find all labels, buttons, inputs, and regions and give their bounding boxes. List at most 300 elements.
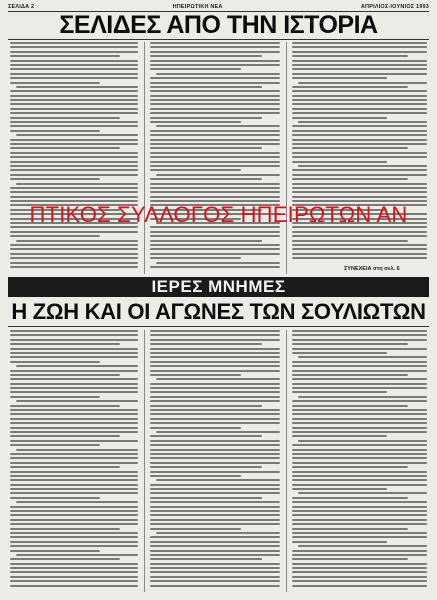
text-line — [150, 51, 280, 53]
text-line — [10, 60, 138, 62]
article-2-column-3 — [292, 330, 427, 592]
text-line — [150, 466, 262, 468]
text-line — [150, 183, 280, 185]
text-line — [292, 563, 427, 565]
text-line — [150, 409, 280, 411]
text-line — [16, 400, 138, 402]
text-line — [292, 427, 427, 429]
text-line — [150, 99, 280, 101]
text-line — [10, 352, 138, 354]
text-line — [10, 453, 138, 455]
text-line — [16, 134, 138, 136]
text-line — [10, 484, 138, 486]
text-line — [150, 427, 241, 429]
text-line — [10, 519, 138, 521]
text-line — [150, 391, 280, 393]
text-line — [150, 196, 280, 198]
text-line — [150, 361, 280, 363]
text-line — [10, 427, 138, 429]
text-line — [292, 187, 427, 189]
text-line — [298, 121, 427, 123]
text-line — [292, 108, 427, 110]
text-line — [156, 431, 280, 433]
text-line — [10, 196, 138, 198]
text-line — [10, 497, 100, 499]
text-line — [10, 165, 138, 167]
text-line — [292, 506, 427, 508]
text-line — [10, 479, 138, 481]
text-line — [10, 117, 120, 119]
text-line — [292, 431, 427, 433]
text-line — [10, 492, 138, 494]
text-line — [10, 82, 100, 84]
text-line — [150, 46, 280, 48]
text-line — [10, 391, 138, 393]
text-line — [292, 378, 427, 380]
text-line — [292, 134, 427, 136]
text-line — [10, 378, 138, 380]
text-line — [10, 431, 138, 433]
text-line — [16, 365, 138, 367]
text-line — [10, 413, 138, 415]
text-line — [16, 501, 138, 503]
text-line — [292, 361, 427, 363]
page-number: ΣΕΛΙΔΑ 2 — [8, 3, 35, 10]
text-line — [150, 95, 280, 97]
text-line — [10, 108, 138, 110]
text-line — [150, 506, 280, 508]
text-line — [150, 82, 280, 84]
text-line — [292, 60, 427, 62]
text-line — [10, 46, 138, 48]
text-line — [292, 125, 427, 127]
text-line — [10, 361, 100, 363]
text-line — [292, 46, 427, 48]
text-line — [10, 576, 138, 578]
text-line — [298, 440, 427, 442]
text-line — [150, 413, 280, 415]
text-line — [10, 396, 100, 398]
text-line — [292, 152, 427, 154]
text-line — [10, 112, 138, 114]
text-line — [150, 169, 241, 171]
page-header — [8, 2, 429, 11]
text-line — [292, 387, 427, 389]
text-line — [292, 370, 427, 372]
text-line — [150, 108, 280, 110]
text-line — [10, 174, 138, 176]
text-line — [156, 262, 280, 264]
text-line — [292, 51, 427, 53]
text-line — [10, 147, 120, 149]
text-line — [10, 191, 138, 193]
column-divider — [144, 330, 145, 592]
text-line — [150, 387, 280, 389]
text-line — [150, 396, 280, 398]
text-line — [292, 532, 427, 534]
section-label-bar: ΙΕΡΕΣ ΜΝΗΜΕΣ — [8, 277, 429, 297]
text-line — [150, 134, 280, 136]
text-line — [292, 409, 427, 411]
text-line — [150, 554, 280, 556]
text-line — [292, 143, 427, 145]
text-line — [292, 580, 427, 582]
text-line — [10, 244, 138, 246]
text-line — [292, 479, 427, 481]
text-line — [156, 479, 280, 481]
text-line — [10, 253, 138, 255]
headline-rule — [8, 39, 429, 40]
text-line — [150, 178, 262, 180]
text-line — [150, 156, 280, 158]
text-line — [150, 365, 280, 367]
text-line — [292, 68, 427, 70]
text-line — [292, 42, 427, 44]
text-line — [150, 42, 280, 44]
text-line — [292, 231, 427, 233]
text-line — [10, 95, 138, 97]
text-line — [298, 82, 427, 84]
text-line — [292, 156, 427, 158]
text-line — [10, 488, 138, 490]
text-line — [292, 405, 408, 407]
text-line — [292, 257, 427, 259]
text-line — [10, 444, 100, 446]
text-line — [10, 506, 138, 508]
text-line — [10, 471, 138, 473]
text-line — [150, 330, 280, 332]
text-line — [10, 248, 138, 250]
text-line — [292, 86, 408, 88]
text-line — [150, 231, 280, 233]
text-line — [10, 77, 138, 79]
text-line — [292, 178, 408, 180]
text-line — [150, 550, 280, 552]
text-line — [16, 86, 138, 88]
text-line — [150, 348, 280, 350]
text-line — [292, 196, 427, 198]
text-line — [150, 563, 280, 565]
text-line — [150, 253, 280, 255]
text-line — [292, 253, 427, 255]
text-line — [292, 528, 408, 530]
text-line — [292, 444, 427, 446]
text-line — [10, 466, 120, 468]
article-2-column-2 — [150, 330, 280, 592]
text-line — [10, 330, 138, 332]
text-line — [10, 563, 138, 565]
continued-note: ΣΥΝΕΧΕΙΑ στη σελ. 6 — [344, 266, 400, 272]
text-line — [10, 169, 138, 171]
text-line — [10, 532, 138, 534]
text-line — [292, 523, 427, 525]
text-line — [10, 73, 138, 75]
text-line — [150, 266, 280, 268]
text-line — [292, 352, 387, 354]
text-line — [292, 130, 427, 132]
text-line — [150, 453, 280, 455]
article-headline-souliotes: Η ΖΩΗ ΚΑΙ ΟΙ ΑΓΩΝΕΣ ΤΩΝ ΣΟΥΛΙΩΤΩΝ — [11, 299, 426, 324]
text-line — [298, 356, 427, 358]
text-line — [292, 112, 427, 114]
text-line — [150, 374, 241, 376]
text-line — [150, 248, 280, 250]
text-line — [292, 501, 427, 503]
text-line — [10, 370, 138, 372]
text-line — [150, 117, 262, 119]
text-line — [292, 339, 427, 341]
text-line — [150, 497, 262, 499]
text-line — [10, 475, 138, 477]
text-line — [150, 90, 280, 92]
text-line — [150, 334, 280, 336]
text-line — [150, 244, 280, 246]
text-line — [150, 86, 262, 88]
text-line — [150, 444, 280, 446]
text-line — [150, 567, 280, 569]
text-line — [292, 139, 427, 141]
text-line — [150, 383, 280, 385]
text-line — [292, 343, 408, 345]
text-line — [150, 435, 262, 437]
article-1-column-2 — [150, 42, 280, 274]
text-line — [292, 462, 427, 464]
article-headline-history: ΣΕΛΙΔΕΣ ΑΠΟ ΤΗΝ ΙΣΤΟΡΙΑ — [59, 11, 378, 39]
text-line — [10, 152, 138, 154]
text-line — [10, 55, 120, 57]
text-line — [10, 510, 138, 512]
text-line — [150, 528, 241, 530]
text-line — [292, 471, 427, 473]
text-line — [10, 457, 138, 459]
text-line — [10, 231, 138, 233]
text-line — [150, 343, 262, 345]
text-line — [150, 143, 280, 145]
text-line — [292, 554, 427, 556]
text-line — [292, 64, 427, 66]
issue-date: ΑΠΡΙΛΙΟΣ-ΙΟΥΝΙΟΣ 1993 — [360, 3, 429, 10]
text-line — [292, 457, 427, 459]
text-line — [10, 523, 138, 525]
column-divider — [286, 330, 287, 592]
text-line — [150, 112, 280, 114]
text-line — [150, 405, 262, 407]
headline-rule-2 — [8, 326, 429, 327]
text-line — [150, 240, 262, 242]
text-line — [150, 165, 280, 167]
text-line — [292, 348, 427, 350]
text-line — [10, 68, 138, 70]
text-line — [150, 235, 280, 237]
text-line — [292, 571, 427, 573]
text-line — [10, 545, 138, 547]
text-line — [10, 541, 138, 543]
text-line — [10, 567, 138, 569]
text-line — [292, 191, 427, 193]
text-line — [150, 400, 280, 402]
text-line — [150, 60, 280, 62]
text-line — [292, 514, 427, 516]
text-line — [150, 462, 280, 464]
text-line — [292, 174, 427, 176]
text-line — [292, 383, 427, 385]
text-line — [10, 409, 138, 411]
text-line — [10, 139, 138, 141]
article-1-column-3 — [292, 42, 427, 264]
text-line — [150, 121, 241, 123]
text-line — [16, 554, 138, 556]
text-line — [156, 174, 280, 176]
text-line — [10, 64, 138, 66]
text-line — [150, 585, 280, 587]
text-line — [150, 370, 280, 372]
text-line — [156, 378, 280, 380]
text-line — [150, 545, 280, 547]
text-line — [292, 90, 427, 92]
text-line — [292, 550, 427, 552]
text-line — [150, 68, 241, 70]
newspaper-name: ΗΠΕΙΡΩΤΙΚΗ ΝΕΑ — [172, 3, 223, 10]
text-line — [150, 147, 262, 149]
text-line — [292, 334, 427, 336]
text-line — [150, 352, 280, 354]
text-line — [10, 51, 138, 53]
text-line — [10, 178, 100, 180]
text-line — [150, 471, 280, 473]
text-line — [150, 187, 280, 189]
text-line — [10, 42, 138, 44]
text-line — [292, 169, 427, 171]
text-line — [292, 147, 408, 149]
text-line — [10, 580, 138, 582]
text-line — [10, 334, 138, 336]
text-line — [292, 391, 387, 393]
text-line — [292, 161, 387, 163]
text-line — [292, 558, 408, 560]
text-line — [10, 266, 138, 268]
text-line — [10, 343, 120, 345]
text-line — [292, 541, 387, 543]
text-line — [292, 413, 427, 415]
text-line — [10, 187, 138, 189]
text-line — [292, 99, 427, 101]
text-line — [292, 453, 427, 455]
text-line — [10, 156, 138, 158]
text-line — [150, 449, 280, 451]
text-line — [10, 550, 100, 552]
text-line — [10, 143, 138, 145]
text-line — [150, 55, 262, 57]
text-line — [150, 139, 280, 141]
article-1-column-1 — [10, 42, 138, 274]
text-line — [150, 492, 280, 494]
text-line — [150, 130, 280, 132]
text-line — [292, 400, 427, 402]
text-line — [150, 475, 241, 477]
text-line — [10, 356, 138, 358]
text-line — [292, 248, 427, 250]
text-line — [292, 510, 427, 512]
text-line — [10, 339, 138, 341]
text-line — [150, 440, 280, 442]
text-line — [16, 449, 138, 451]
text-line — [150, 571, 280, 573]
watermark-banner: ΠΤΙΚΟΣ ΣΥΛΛΟΓΟΣ ΗΠΕΙΡΩΤΩΝ ΑΝ — [29, 202, 408, 227]
text-line — [150, 257, 241, 259]
text-line — [292, 449, 427, 451]
text-line — [292, 576, 427, 578]
text-line — [10, 462, 138, 464]
text-line — [10, 536, 138, 538]
text-line — [10, 121, 138, 123]
text-line — [292, 488, 387, 490]
text-line — [298, 396, 427, 398]
text-line — [10, 90, 138, 92]
text-line — [292, 466, 408, 468]
column-divider — [144, 42, 145, 274]
text-line — [16, 183, 138, 185]
text-line — [10, 528, 120, 530]
article-2-column-1 — [10, 330, 138, 592]
text-line — [10, 99, 138, 101]
text-line — [292, 365, 427, 367]
text-line — [292, 95, 427, 97]
text-line — [150, 541, 280, 543]
text-line — [150, 356, 280, 358]
text-line — [298, 492, 427, 494]
text-line — [10, 418, 138, 420]
text-line — [10, 262, 138, 264]
text-line — [10, 103, 138, 105]
text-line — [150, 484, 280, 486]
text-line — [292, 567, 427, 569]
text-line — [292, 73, 427, 75]
text-line — [292, 475, 427, 477]
text-line — [292, 536, 427, 538]
text-line — [292, 55, 408, 57]
text-line — [10, 125, 138, 127]
text-line — [10, 374, 120, 376]
text-line — [150, 514, 280, 516]
text-line — [292, 330, 427, 332]
text-line — [150, 576, 280, 578]
text-line — [292, 435, 387, 437]
text-line — [150, 191, 280, 193]
text-line — [10, 435, 120, 437]
text-line — [150, 64, 280, 66]
text-line — [150, 501, 280, 503]
text-line — [292, 117, 387, 119]
text-line — [156, 73, 280, 75]
text-line — [150, 536, 280, 538]
text-line — [10, 514, 138, 516]
text-line — [150, 457, 280, 459]
text-line — [150, 152, 280, 154]
text-line — [10, 161, 138, 163]
text-line — [10, 405, 120, 407]
text-line — [292, 240, 408, 242]
text-line — [150, 523, 280, 525]
text-line — [298, 165, 427, 167]
text-line — [150, 418, 280, 420]
text-line — [292, 374, 408, 376]
text-line — [150, 580, 280, 582]
text-line — [10, 585, 138, 587]
text-line — [156, 125, 280, 127]
text-line — [10, 348, 138, 350]
text-line — [292, 77, 387, 79]
text-line — [10, 422, 138, 424]
